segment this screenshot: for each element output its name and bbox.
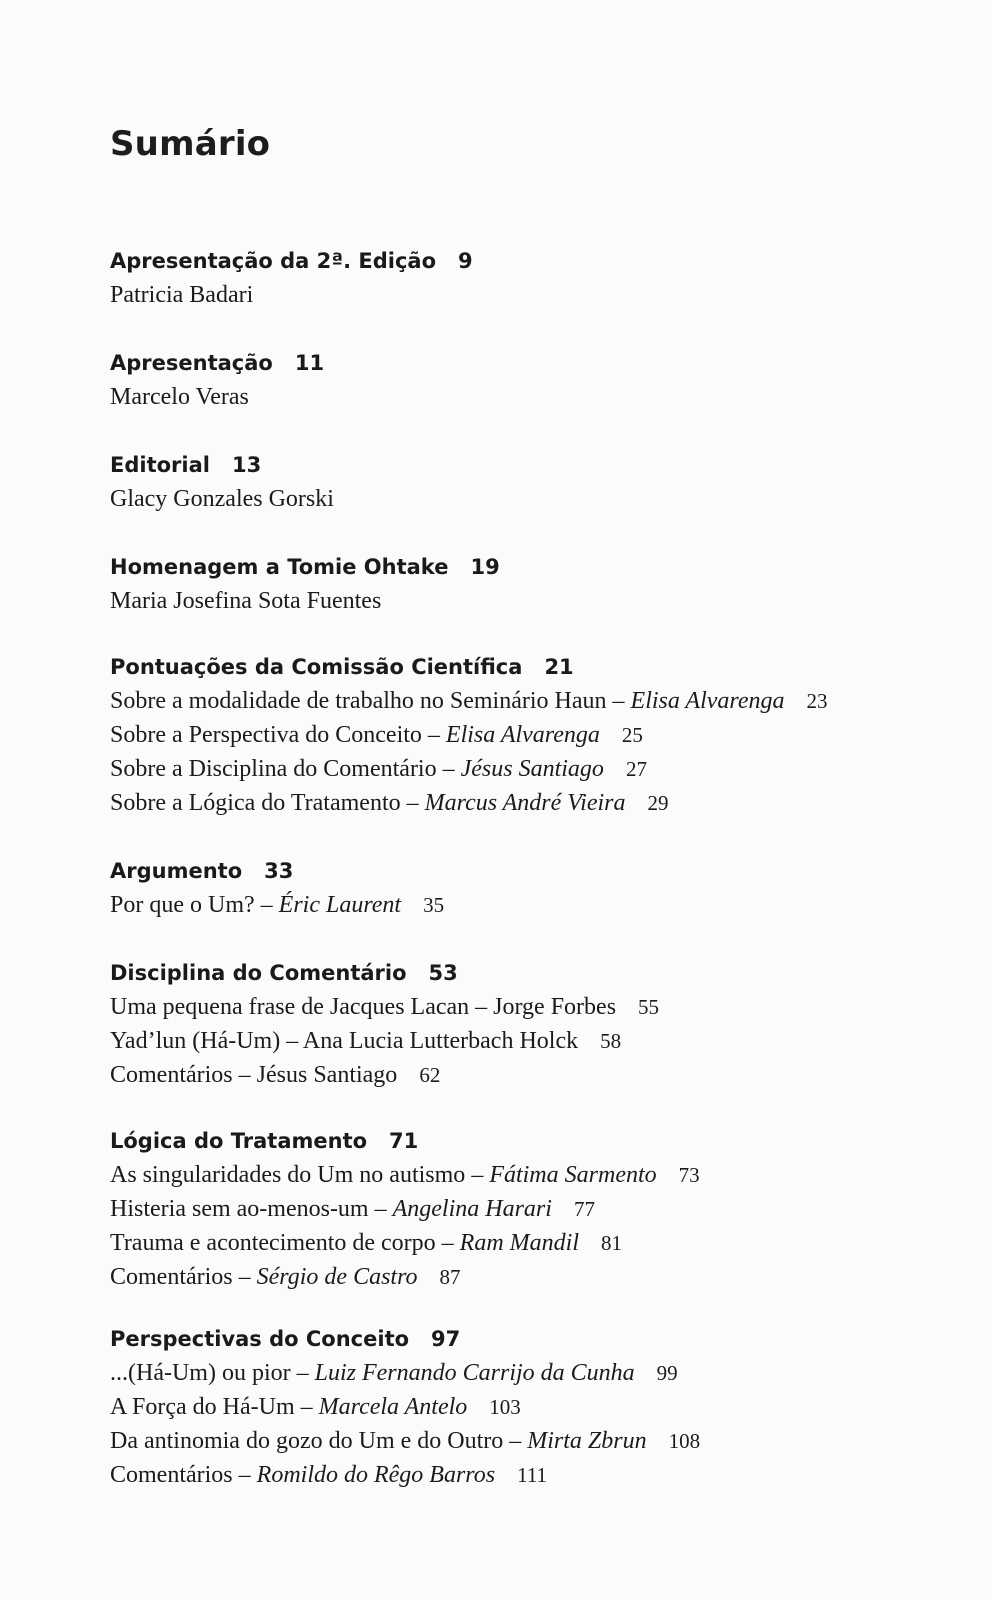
section-page-number: 19 <box>470 555 500 579</box>
section-page-number: 97 <box>431 1327 461 1351</box>
entry-separator: – <box>465 1162 490 1188</box>
toc-section <box>110 1124 960 1294</box>
entry-author: Luiz Fernando Carrijo da Cunha <box>314 1360 635 1386</box>
section-title: Apresentação da 2ª. Edição <box>110 249 437 273</box>
toc-entry <box>110 888 960 922</box>
section-title-line <box>110 1322 960 1356</box>
section-title-line <box>110 956 960 990</box>
toc-section <box>110 448 960 516</box>
entry-separator: – <box>368 1196 393 1222</box>
entry-page-number: 55 <box>638 995 660 1019</box>
entry-separator: – <box>606 688 631 714</box>
entry-title: Trauma e acontecimento de corpo <box>110 1230 436 1256</box>
entry-title: As singularidades do Um no autismo <box>110 1162 466 1188</box>
entry-page-number: 27 <box>625 757 647 781</box>
entry-title: Comentários <box>110 1264 233 1290</box>
entry-author: Sérgio de Castro <box>256 1264 418 1290</box>
section-title-line <box>110 448 960 482</box>
entry-title: Uma pequena frase de Jacques Lacan – Jorge Forbes <box>110 994 617 1020</box>
entry-page-number: 35 <box>423 893 445 917</box>
section-title: Homenagem a Tomie Ohtake <box>110 555 449 579</box>
toc-entry <box>110 1192 960 1226</box>
entry-title: Sobre a Lógica do Tratamento <box>110 790 401 816</box>
section-title: Perspectivas do Conceito <box>110 1327 410 1351</box>
toc-section <box>110 956 960 1092</box>
entry-author: Angelina Harari <box>392 1196 552 1222</box>
section-author: Patricia Badari <box>110 282 254 308</box>
toc-entry <box>110 1058 960 1092</box>
section-title-line <box>110 244 960 278</box>
toc-entry <box>110 1158 960 1192</box>
toc-section <box>110 550 960 618</box>
entry-separator: – <box>232 1264 257 1290</box>
entry-page-number: 99 <box>656 1361 678 1385</box>
section-title: Disciplina do Comentário <box>110 961 407 985</box>
entry-author: Elisa Alvarenga <box>630 688 785 714</box>
toc-section <box>110 346 960 414</box>
entry-page-number: 77 <box>573 1197 595 1221</box>
entry-page-number: 81 <box>601 1231 622 1255</box>
entry-separator: – <box>294 1394 319 1420</box>
entry-page-number: 62 <box>419 1063 441 1087</box>
toc-entry <box>110 786 960 820</box>
entry-author: Éric Laurent <box>278 892 402 918</box>
toc-entry <box>110 1260 960 1294</box>
section-title-line <box>110 854 960 888</box>
section-author: Maria Josefina Sota Fuentes <box>110 588 382 614</box>
section-title: Editorial <box>110 453 210 477</box>
entry-separator: – <box>421 722 446 748</box>
toc-entry <box>110 718 960 752</box>
section-page-number: 33 <box>264 859 294 883</box>
toc-section <box>110 1322 960 1492</box>
toc-entry <box>110 1024 960 1058</box>
entry-title: A Força do Há-Um <box>110 1394 295 1420</box>
entry-page-number: 25 <box>621 723 643 747</box>
entry-title: Comentários <box>110 1462 233 1488</box>
section-title-line <box>110 346 960 380</box>
entry-author: Mirta Zbrun <box>527 1428 647 1454</box>
entry-title: Da antinomia do gozo do Um e do Outro <box>110 1428 504 1454</box>
entry-author: Marcus André Vieira <box>424 790 626 816</box>
entry-separator: – <box>254 892 279 918</box>
entry-page-number: 87 <box>439 1265 461 1289</box>
section-title-line <box>110 550 960 584</box>
entry-title: ...(Há-Um) ou pior <box>110 1360 291 1386</box>
toc-entry <box>110 752 960 786</box>
entry-title: Yad’lun (Há-Um) – Ana Lucia Lutterbach Holck <box>110 1028 579 1054</box>
entry-page-number: 29 <box>647 791 669 815</box>
section-page-number: 13 <box>231 453 262 477</box>
section-title: Pontuações da Comissão Científica <box>110 655 523 679</box>
entry-page-number: 23 <box>806 689 828 713</box>
entry-page-number: 58 <box>600 1029 622 1053</box>
section-page-number: 53 <box>428 961 458 985</box>
entry-author: Romildo do Rêgo Barros <box>256 1462 496 1488</box>
section-page-number: 21 <box>544 655 574 679</box>
entry-author: Ram Mandil <box>459 1230 579 1256</box>
entry-separator: – <box>436 756 461 782</box>
toc-entry <box>110 1424 960 1458</box>
entry-page-number: 111 <box>517 1463 548 1487</box>
entry-page-number: 108 <box>668 1429 701 1453</box>
toc-entry <box>110 684 960 718</box>
entry-title: Por que o Um? <box>110 892 255 918</box>
entry-separator: – <box>503 1428 528 1454</box>
section-author: Marcelo Veras <box>110 384 249 410</box>
toc-entry <box>110 1458 960 1492</box>
section-page-number: 71 <box>389 1129 419 1153</box>
entry-title: Sobre a Perspectiva do Conceito <box>110 722 422 748</box>
section-title: Lógica do Tratamento <box>110 1129 368 1153</box>
entry-title: Histeria sem ao-menos-um <box>110 1196 369 1222</box>
section-title: Apresentação <box>110 351 273 375</box>
section-page-number: 9 <box>458 249 473 273</box>
section-title-line <box>110 650 960 684</box>
entry-title: Sobre a modalidade de trabalho no Seminário Haun <box>110 688 607 714</box>
section-author: Glacy Gonzales Gorski <box>110 486 334 512</box>
entry-author: Elisa Alvarenga <box>445 722 600 748</box>
toc-entry <box>110 1226 960 1260</box>
entry-page-number: 103 <box>489 1395 521 1419</box>
entry-author: Jésus Santiago <box>460 756 604 782</box>
entry-separator: – <box>290 1360 315 1386</box>
entry-author: Fátima Sarmento <box>489 1162 657 1188</box>
toc-section <box>110 244 960 312</box>
entry-title: Sobre a Disciplina do Comentário <box>110 756 437 782</box>
entry-title: Comentários – Jésus Santiago <box>110 1062 398 1088</box>
toc-section <box>110 650 960 820</box>
entry-separator: – <box>435 1230 460 1256</box>
toc-section <box>110 854 960 922</box>
entry-author: Marcela Antelo <box>318 1394 468 1420</box>
entry-page-number: 73 <box>678 1163 700 1187</box>
section-page-number: 11 <box>294 351 325 375</box>
section-title-line <box>110 1124 960 1158</box>
page-heading: Sumário <box>110 124 271 164</box>
toc-entry <box>110 990 960 1024</box>
toc-entry <box>110 1356 960 1390</box>
entry-separator: – <box>232 1462 257 1488</box>
section-title: Argumento <box>110 859 243 883</box>
entry-separator: – <box>400 790 425 816</box>
toc-entry <box>110 1390 960 1424</box>
